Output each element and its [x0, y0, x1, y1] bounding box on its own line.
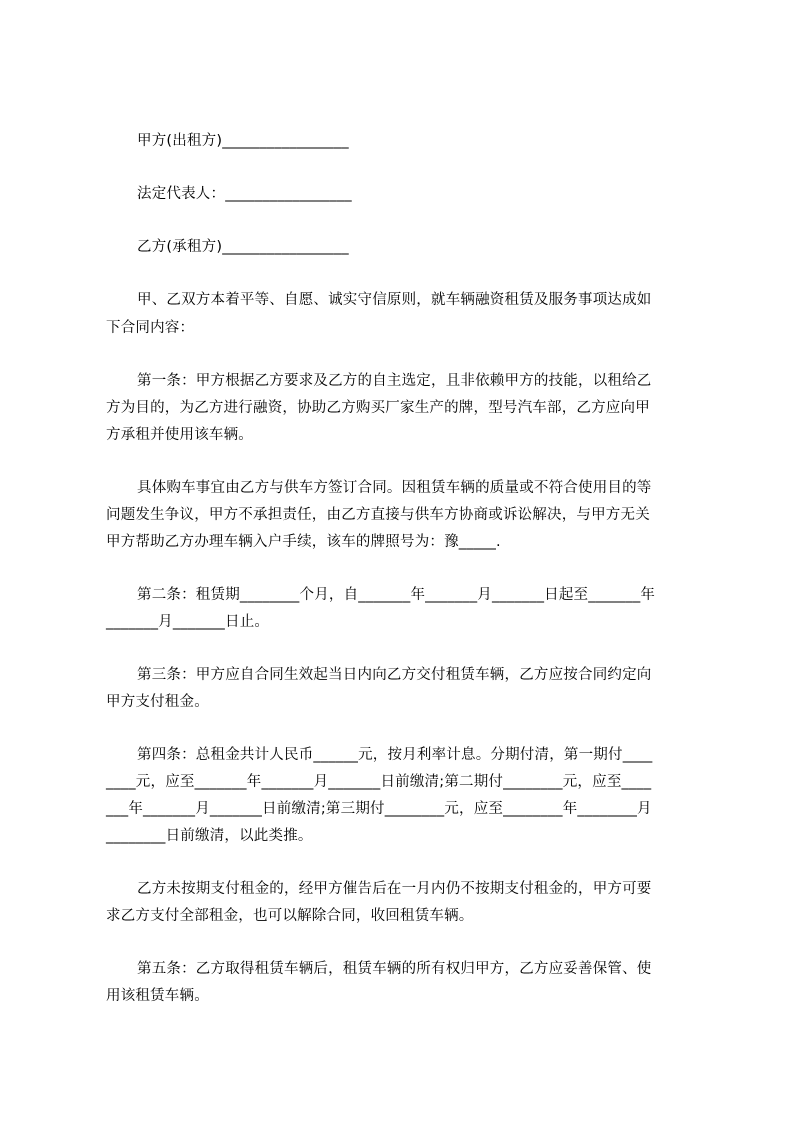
article-4-line-1: 第四条：总租金共计人民币______元，按月利率计息。分期付清，第一期付____ [137, 747, 653, 763]
article-1-line-2: 方为目的，为乙方进行融资，协助乙方购买厂家生产的牌，型号汽车部，乙方应向甲 [106, 400, 650, 416]
default-clause-line-2: 求乙方支付全部租金，也可以解除合同，收回租赁车辆。 [106, 908, 474, 924]
article-1-line-3: 方承租并使用该车辆。 [106, 427, 253, 443]
purchase-clause-line-3: 甲方帮助乙方办理车辆入户手续，该车的牌照号为：豫_____. [106, 534, 501, 550]
party-b-line: 乙方(承租方)_________________ [137, 239, 349, 255]
party-a-line: 甲方(出租方)_________________ [137, 133, 349, 149]
article-4-line-3: ___年_______月_______日前缴清;第三期付________元，应至________年________月 [106, 801, 652, 817]
legal-representative-line: 法定代表人：_________________ [137, 186, 352, 202]
article-1-line-1: 第一条：甲方根据乙方要求及乙方的自主选定，且非依赖甲方的技能，以租给乙 [137, 373, 652, 389]
article-3-line-2: 甲方支付租金。 [106, 694, 209, 710]
default-clause-line-1: 乙方未按期支付租金的，经甲方催告后在一月内仍不按期支付租金的，甲方可要 [137, 881, 652, 897]
article-3-line-1: 第三条：甲方应自合同生效起当日内向乙方交付租赁车辆，乙方应按合同约定向 [137, 667, 652, 683]
preamble-line-2: 下合同内容： [106, 320, 195, 336]
article-4-line-4: ________日前缴清，以此类推。 [106, 828, 313, 844]
purchase-clause-line-1: 具体购车事宜由乙方与供车方签订合同。因租赁车辆的质量或不符合使用目的等 [137, 480, 652, 496]
article-2-line-2: _______月_______日止。 [106, 614, 270, 630]
article-2-line-1: 第二条：租赁期________个月，自_______年_______月_______日起至_______年 [137, 587, 656, 603]
article-5-line-2: 用该租赁车辆。 [106, 988, 209, 1004]
article-5-line-1: 第五条：乙方取得租赁车辆后，租赁车辆的所有权归甲方，乙方应妥善保管、使 [137, 961, 652, 977]
article-4-line-2: ____元，应至_______年_______月_______日前缴清;第二期付________元，应至____ [106, 774, 652, 790]
preamble-line-1: 甲、乙双方本着平等、自愿、诚实守信原则，就车辆融资租赁及服务事项达成如 [137, 292, 652, 308]
purchase-clause-line-2: 问题发生争议，甲方不承担责任，由乙方直接与供车方协商或诉讼解决，与甲方无关 [106, 507, 650, 523]
